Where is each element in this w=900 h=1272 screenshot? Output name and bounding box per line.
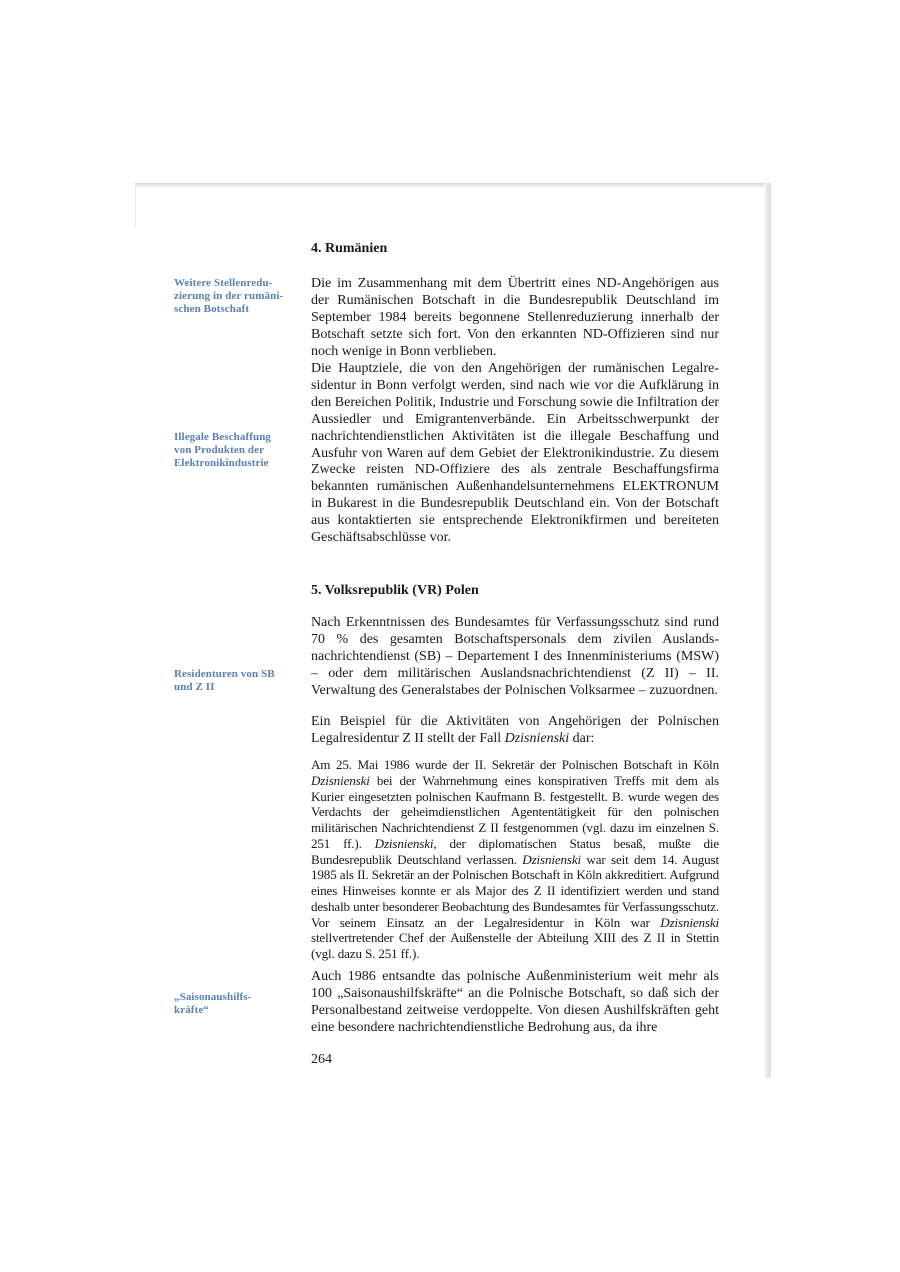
- paragraph-poland-1: Nach Erkenntnissen des Bundesamtes für Verfassungsschutz sind rund 70 % des gesamten Botschaftspersonals dem zivilen Auslandsnachrichtendienst (SB) – Departement I des Innenministeriums (MSW) – oder dem militärischen Auslandsnachrichtendienst (Z II) – II. Verwaltung des Generalstabes der Polnischen Volksarmee – zuzuordnen.: [311, 615, 719, 698]
- case-text-a: Am 25. Mai 1986 wurde der II. Sekretär der Polnischen Botschaft in Köln: [311, 757, 719, 772]
- paragraph-poland-2-text-a: Ein Beispiel für die Aktivitäten von Angehörigen der Polnischen Legalresidentur Z II stellt der Fall: [311, 714, 719, 746]
- margin-note-illegal-procurement: Illegale Beschaffung von Produkten der Elektronikindustrie: [174, 431, 272, 469]
- case-text-c: der diplomatischen Status besaß, mußte die Bundesrepublik Deutschland verlassen.: [311, 835, 719, 867]
- scan-shadow-right: [764, 183, 771, 1078]
- page-number: 264: [311, 1052, 332, 1067]
- case-description-block: [311, 757, 719, 962]
- case-name-2: Dzisnienski,: [374, 835, 437, 851]
- case-text-e: stellvertretender Chef der Außenstelle der Abteilung XIII des Z II in Stettin (vgl. dazu S. 251 ff.).: [311, 930, 719, 961]
- section-heading-romania: 4. Rumänien: [311, 241, 388, 256]
- margin-note-residencies: Residenturen von SB und Z II: [174, 668, 275, 693]
- margin-note-seasonal-workers: „Saisonaushilfs- kräfte“: [174, 991, 252, 1016]
- case-text-d: war seit dem 14. August 1985 als II. Sekretär an der Polnischen Botschaft in Köln akkreditiert. Aufgrund eines Hinweises konnte er als Major des Z II identifiziert werden und stand deshalb unter besonderer Beobachtung des Bundesamtes für Verfassungsschutz. Vor seinem Einsatz an der Legalresidentur in Köln war: [311, 851, 719, 930]
- paragraph-romania-2: Die Hauptziele, die von den Angehörigen der rumänischen Legalresidentur in Bonn verfolgt werden, sind nach wie vor die Aufklärung in den Bereichen Politik, Industrie und Forschung sowie die Infiltration der Aussiedler und Emigrantenverbände. Ein Arbeitsschwerpunkt der nachrichtendienstlichen Aktivitäten ist die illegale Beschaffung und Ausfuhr von Waren auf dem Gebiet der Elektronikindustrie. Zu diesem Zwecke reisten ND-Offiziere des als zentrale Beschaffungsfirma bekannten rumänischen Außenhandelsunternehmens ELEKTRONUM in Bukarest in die Bundesrepublik Deutschland ein. Von der Botschaft aus kontaktierten sie entsprechende Elektronikfirmen und bereiteten Geschäftsabschlüsse vor.: [311, 361, 719, 546]
- case-text-b: bei der Wahrnehmung eines konspirativen Treffs mit dem als Kurier eingesetzten polnischen Kaufmann B. festgestellt. B. wurde wegen des Verdachts der geheimdienstlichen Agententätigkeit für den polnischen militärischen Nachrichtendienst Z II festgenommen (vgl. dazu im einzelnen S. 251 ff.).: [311, 772, 719, 851]
- margin-note-staff-reduction: Weitere Stellenredu- zierung in der rumäni- schen Botschaft: [174, 277, 284, 315]
- section-heading-poland: 5. Volksrepublik (VR) Polen: [311, 583, 479, 598]
- paragraph-poland-3: Auch 1986 entsandte das polnische Außenministerium weit mehr als 100 „Saisonaushilfskräfte“ an die Polnische Botschaft, so daß sich der Personalbestand zeitweise verdoppelte. Von diesen Aushilfskräften geht eine besondere nachrichtendienstliche Bedrohung aus, da ihre: [311, 969, 719, 1035]
- case-name-1: Dzisnienski: [311, 772, 370, 788]
- scan-shadow-left: [135, 186, 136, 226]
- case-name-4: Dzisnienski: [660, 914, 719, 930]
- case-name-3: Dzisnienski: [522, 851, 582, 867]
- paragraph-poland-2-text-b: dar:: [569, 730, 595, 746]
- paragraph-romania-1: Die im Zusammenhang mit dem Übertritt eines ND-Angehörigen aus der Rumänischen Botschaft in die Bundesrepublik Deutschland im September 1984 bereits begonnene Stellenreduzierung innerhalb der Botschaft setzte sich fort. Von den erkannten ND-Offizieren sind nur noch wenige in Bonn verblieben.: [311, 276, 719, 359]
- scan-shadow-top: [135, 183, 770, 188]
- paragraph-poland-2-name: Dzisnienski: [504, 730, 570, 746]
- paragraph-poland-2: [311, 714, 719, 748]
